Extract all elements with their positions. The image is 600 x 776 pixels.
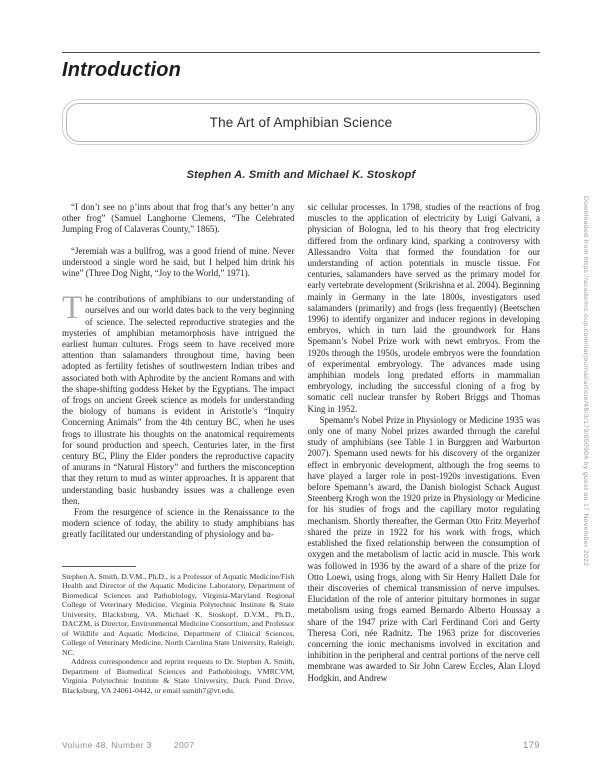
body-paragraph-2: From the resurgence of science in the Renaissance to the modern science of today, the ability to study amphibians has greatly facilitated our understanding of physiology and ba- (62, 507, 295, 540)
footer-year: 2007 (173, 740, 195, 750)
article-title-box (62, 99, 540, 145)
right-column (308, 202, 541, 695)
body-paragraph-1-text: he contributions of amphibians to our understanding of ourselves and our world dates back to the very beginning of science. The selected reproductive strategies and the mysteries of amphibian metamorphosis have intrigued the earliest human cultures. Frogs seem to have received more attention than salamanders throughout time, having been adopted as fertility fetishes of southwestern Indian tribes and associated both with Aphrodite by the ancient Romans and with the shape-shifting goddess Heket by the Egyptians. The impact of frogs on ancient Greek science as models for understanding the biology of humans is evident in Aristotle’s “Inquiry Concerning Animals” from the 4th century BC, when he uses frogs to illustrate his thoughts on the anatomical requirements for sound production and speech. Centuries later, in the first century BC, Pliny the Elder ponders the reproductive capacity of anurans in “Natural History” and furthers the misconception that they return to mud as winter approaches. It is apparent that understanding basic husbandry issues was a challenge even then. (62, 294, 295, 506)
two-column-text (62, 202, 540, 695)
download-watermark: Downloaded from https://academic.oup.com/ilarjournal/article/48/3/179/650904 by guest on 17 November 2022 (582, 196, 589, 567)
left-column (62, 202, 295, 695)
footnote-correspondence: Address correspondence and reprint requests to Dr. Stephen A. Smith, Department of Biomedical Sciences and Pathobiology, VMRCVM, Virginia Polytechnic Institute & State University, Duck Pond Drive, Blacksburg, VA 24061-0442, or email ssmith7@vt.edu. (62, 657, 295, 695)
epigraph-quote-2: “Jeremiah was a bullfrog, was a good friend of mine. Never understood a single word he said, but I helped him drink his wine” (Three Dog Night, “Joy to the World,” 1971). (62, 245, 295, 279)
authors-line: Stephen A. Smith and Michael K. Stoskopf (186, 169, 416, 181)
body-paragraph-4: Spemann’s Nobel Prize in Physiology or Medicine 1935 was only one of many Nobel prizes awarded through the careful study of amphibians (see Table 1 in Burggren and Warburton 2007). Spemann used newts for his discovery of the organizer effect in embryonic development, although the frog seems to have played a larger role in post-1920s investigations. Even before Spemann’s award, the Danish biologist Schack August Steenberg Krogh won the 1920 prize in Physiology or Medicine for his studies of frogs and the capillary motor regulating mechanism. Shortly thereafter, the German Otto Fritz Meyerhof shared the prize in 1922 for his work with frogs, which established the fixed relationship between the consumption of oxygen and the metabolism of lactic acid in muscle. This work was followed in 1936 by the award of a share of the prize for Otto Loewi, using frogs, along with Sir Henry Hallett Dale for their discoveries of chemical transmission of nerve impulses. Elucidation of the role of anterior pituitary hormones in sugar metabolism using frogs earned Bernardo Alberto Houssay a share of the 1947 prize with Carl Ferdinand Cori and Gerty Theresa Cori, née Radnitz. The 1963 prize for discoveries concerning the ionic mechanisms involved in excitation and inhibition in the peripheral and central portions of the nerve cell membrane was awarded to Sir John Carew Eccles, Alan Lloyd Hodgkin, and Andrew (307, 414, 540, 683)
body-paragraph-3: sic cellular processes. In 1798, studies of the reactions of frog muscles to the application of electricity by Luigi Galvani, a physician of Bologna, led to his theory that frog electricity differed from the ordinary kind, sparking a controversy with Allessandro Volta that formed the foundation for our understanding of action potentials in muscle tissue. For centuries, salamanders have served as the primary model for early vertebrate development (Srikrishna et al. 2004). Beginning mainly in Germany in the late 1800s, investigators used salamanders (primarily) and frogs (less frequently) (Beetschen 1996) to identify organizer and inducer regions in developing embryos, which in turn laid the groundwork for Hans Spemann’s Nobel Prize work with newt embryos. From the 1920s through the 1950s, urodele embryos were the foundation of experimental embryology. The advances made using amphibian models long predated efforts in mammalian embryology, including the successful cloning of a frog by somatic cell nuclear transfer by Robert Briggs and Thomas King in 1952. (307, 202, 540, 414)
epigraph-quote-1: “I don’t see no p’ints about that frog that’s any better’n any other frog” (Samuel Langhorne Clemens, “The Celebrated Jumping Frog of Calaveras County,” 1865). (62, 202, 295, 235)
footnote-affiliation: Stephen A. Smith, D.V.M., Ph.D., is a Professor of Aquatic Medicine/Fish Health and Director of the Aquatic Medicine Laboratory, Department of Biomedical Sciences and Pathobiology, Virginia-Maryland Regional College of Veterinary Medicine, Virginia Polytechnic Institute & State University, Blacksburg, VA. Michael K. Stoskopf, D.V.M., Ph.D., DACZM, is Director, Environmental Medicine Consortium, and Professor of Wildlife and Aquatic Medicine, Department of Clinical Sciences, College of Veterinary Medicine, North Carolina State University, Raleigh, NC. (62, 571, 295, 657)
article-title-box-inner (66, 103, 537, 142)
top-rule (62, 52, 540, 53)
body-paragraph-1 (62, 290, 295, 507)
article-title: The Art of Amphibian Science (209, 114, 393, 130)
footer-volume: Volume 48, Number 3 (62, 740, 152, 750)
page-number: 179 (522, 740, 540, 751)
page-footer (62, 740, 540, 751)
author-footnote (62, 566, 295, 696)
section-heading: Introduction (62, 59, 182, 81)
footnote-rule (62, 566, 136, 567)
page-content (62, 0, 540, 695)
drop-cap: T (62, 290, 83, 327)
